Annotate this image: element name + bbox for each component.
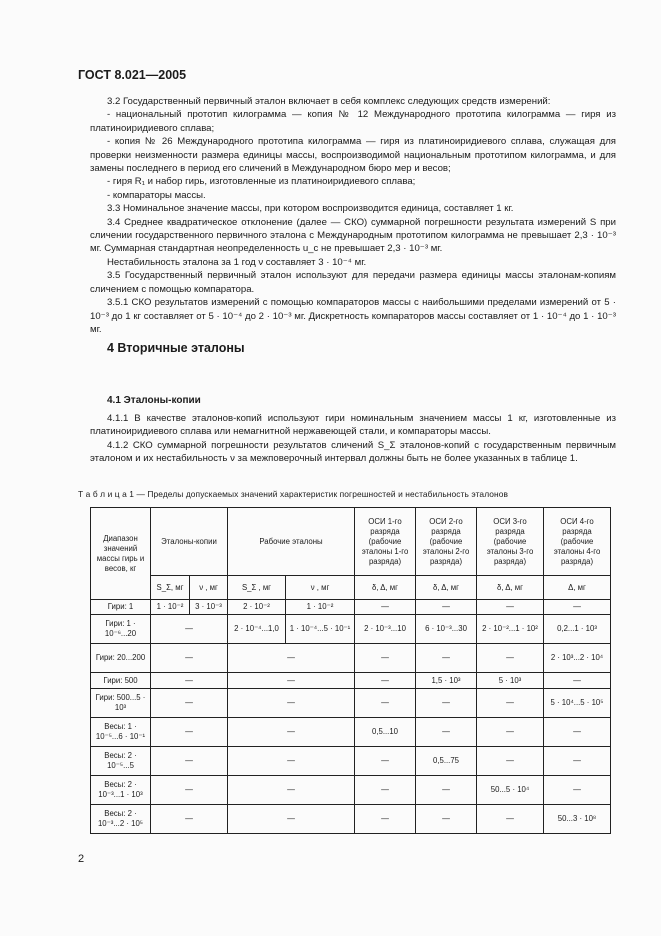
table-cell: Гири: 1: [91, 600, 151, 615]
paragraph: 3.5.1 СКО результатов измерений с помощью компараторов массы с наибольшими пределами измерений от 5 · 10⁻³ до 1 кг составляет от 5 · 10⁻⁴ до 2 · 10⁻³ мг. Дискретность компараторов массы составляет от 1 · 10⁻⁴ до 1 · 10⁻³ мг.: [90, 297, 616, 335]
table-cell: —: [228, 776, 355, 805]
header-osi1: ОСИ 1-го разряда (рабочие эталоны 1-го разряда): [355, 508, 416, 576]
table-cell: —: [416, 689, 477, 718]
table-cell: —: [477, 689, 544, 718]
paragraph: 3.5 Государственный первичный эталон используют для передачи размера единицы массы эталонам-копиям сличением с помощью компаратора.: [90, 270, 616, 295]
table-cell: —: [416, 776, 477, 805]
table-cell: —: [355, 805, 416, 834]
header-working: Рабочие эталоны: [228, 508, 355, 576]
table-cell: —: [355, 673, 416, 689]
table-cell: —: [477, 805, 544, 834]
header-osi2: ОСИ 2-го разряда (рабочие эталоны 2-го разряда): [416, 508, 477, 576]
data-table: [90, 507, 611, 834]
section-title: 4 Вторичные эталоны: [107, 341, 245, 355]
table-cell: —: [544, 747, 611, 776]
table-row: [91, 805, 611, 834]
unit-cell: S_Σ , мг: [228, 576, 286, 600]
paragraph: 4.1.2 СКО суммарной погрешности результатов сличений S_Σ эталонов-копий с государственным первичным эталоном и их нестабильность ν за межповерочный интервал должны быть не более указанных в таблице 1.: [90, 439, 616, 465]
table-cell: —: [416, 805, 477, 834]
table-cell: 1 · 10⁻²: [151, 600, 190, 615]
table-cell: 1 · 10⁻⁴...5 · 10⁻¹: [286, 615, 355, 644]
unit-cell: δ, Δ, мг: [477, 576, 544, 600]
table-cell: —: [544, 673, 611, 689]
body-text-section-3: [90, 95, 616, 336]
table-cell: 50...5 · 10⁴: [477, 776, 544, 805]
table-cell: Гири: 500: [91, 673, 151, 689]
table-row: [91, 600, 611, 615]
paragraph: 4.1.1 В качестве эталонов-копий используют гири номинальным значением массы 1 кг, изготовленные из платиноиридиевого сплава или немагнитной нержавеющей стали, и компараторы массы.: [90, 413, 616, 438]
header-range: Диапазон значений массы гирь и весов, кг: [91, 508, 151, 600]
unit-cell: ν , мг: [286, 576, 355, 600]
unit-cell: S_Σ, мг: [151, 576, 190, 600]
table-cell: —: [416, 718, 477, 747]
paragraph: 3.4 Среднее квадратическое отклонение (далее — СКО) суммарной погрешности результата измерений S при сличении государственного первичного эталона с Международным прототипом килограмма не превышает 2,3 · 10⁻³ мг. Суммарная стандартная неопределенность u_c не превышает 2,3 · 10⁻³ мг.: [90, 216, 616, 255]
table-cell: Гири: 20...200: [91, 644, 151, 673]
paragraph: Нестабильность эталона за 1 год ν составляет 3 · 10⁻⁴ мг.: [107, 256, 367, 268]
unit-cell: ν , мг: [190, 576, 228, 600]
table-cell: Весы: 2 · 10⁻⁵...5: [91, 747, 151, 776]
table-cell: —: [151, 805, 228, 834]
table-cell: —: [355, 644, 416, 673]
subsection-title: 4.1 Эталоны-копии: [107, 395, 201, 406]
table-cell: 1,5 · 10³: [416, 673, 477, 689]
table-cell: —: [355, 747, 416, 776]
table-cell: —: [228, 689, 355, 718]
table-cell: 2 · 10³...2 · 10⁴: [544, 644, 611, 673]
table-cell: 3 · 10⁻³: [190, 600, 228, 615]
table-cell: 5 · 10⁴...5 · 10⁵: [544, 689, 611, 718]
table-cell: 2 · 10⁻²...1 · 10²: [477, 615, 544, 644]
table-cell: —: [151, 644, 228, 673]
table-caption: Т а б л и ц а 1 — Пределы допускаемых значений характеристик погрешностей и нестабильность эталонов: [78, 489, 509, 499]
table-cell: —: [416, 600, 477, 615]
table-cell: Весы: 2 · 10⁻³...1 · 10³: [91, 776, 151, 805]
table-cell: 1 · 10⁻²: [286, 600, 355, 615]
table-cell: 2 · 10⁻³...10: [355, 615, 416, 644]
table-cell: 2 · 10⁻⁴...1,0: [228, 615, 286, 644]
table-cell: —: [228, 644, 355, 673]
table-cell: Гири: 500...5 · 10³: [91, 689, 151, 718]
page-number: 2: [78, 853, 85, 865]
table-cell: 2 · 10⁻²: [228, 600, 286, 615]
paragraph: - национальный прототип килограмма — копия № 12 Международного прототипа килограмма — гиря из платиноиридиевого сплава;: [90, 109, 616, 134]
table-cell: —: [228, 805, 355, 834]
body-text-section-4: [90, 412, 616, 466]
table-row: [91, 615, 611, 644]
table-cell: —: [477, 644, 544, 673]
table-cell: —: [228, 673, 355, 689]
table-cell: 5 · 10³: [477, 673, 544, 689]
table-cell: 0,2...1 · 10³: [544, 615, 611, 644]
table-cell: —: [544, 776, 611, 805]
table-cell: —: [151, 718, 228, 747]
table-row: [91, 673, 611, 689]
unit-cell: δ, Δ, мг: [416, 576, 477, 600]
table-row: [91, 776, 611, 805]
table-cell: —: [416, 644, 477, 673]
table-cell: —: [228, 718, 355, 747]
table-row: [91, 747, 611, 776]
table-cell: 0,5...75: [416, 747, 477, 776]
table-cell: —: [151, 673, 228, 689]
table-cell: Гири: 1 · 10⁻⁶...20: [91, 615, 151, 644]
table-cell: —: [228, 747, 355, 776]
table-cell: —: [151, 689, 228, 718]
unit-cell: δ, Δ, мг: [355, 576, 416, 600]
paragraph: 3.2 Государственный первичный эталон включает в себя комплекс следующих средств измерений:: [107, 96, 551, 107]
table-cell: —: [355, 600, 416, 615]
table-cell: 0,5...10: [355, 718, 416, 747]
paragraph: - гиря R₁ и набор гирь, изготовленные из платиноиридиевого сплава;: [107, 176, 416, 188]
table-row: [91, 718, 611, 747]
table-row: [91, 689, 611, 718]
table-cell: —: [477, 718, 544, 747]
table-cell: —: [477, 747, 544, 776]
table-row: [91, 644, 611, 673]
table-cell: —: [544, 718, 611, 747]
table-cell: —: [355, 689, 416, 718]
table-cell: 6 · 10⁻³...30: [416, 615, 477, 644]
table-cell: —: [477, 600, 544, 615]
paragraph: 3.3 Номинальное значение массы, при котором воспроизводится единица, составляет 1 кг.: [107, 203, 514, 215]
table-cell: —: [151, 747, 228, 776]
table-cell: —: [355, 776, 416, 805]
table-cell: —: [544, 600, 611, 615]
header-copies: Эталоны-копии: [151, 508, 228, 576]
header-osi3: ОСИ 3-го разряда (рабочие эталоны 3-го разряда): [477, 508, 544, 576]
table-cell: —: [151, 776, 228, 805]
paragraph: - компараторы массы.: [107, 189, 206, 201]
document-header: ГОСТ 8.021—2005: [78, 68, 187, 82]
table-cell: Весы: 2 · 10⁻³...2 · 10⁵: [91, 805, 151, 834]
table-cell: —: [151, 615, 228, 644]
table-cell: Весы: 1 · 10⁻⁵...6 · 10⁻¹: [91, 718, 151, 747]
paragraph: - копия № 26 Международного прототипа килограмма — гиря из платиноиридиевого сплава, служащая для проверки неизменности размера единицы массы, воспроизводимой национальным прототипом килограмма, и для замены последнего в период его сличений в Международном бюро мер и весов;: [90, 136, 616, 175]
unit-cell: Δ, мг: [544, 576, 611, 600]
table-cell: 50...3 · 10⁸: [544, 805, 611, 834]
header-osi4: ОСИ 4-го разряда (рабочие эталоны 4-го разряда): [544, 508, 611, 576]
